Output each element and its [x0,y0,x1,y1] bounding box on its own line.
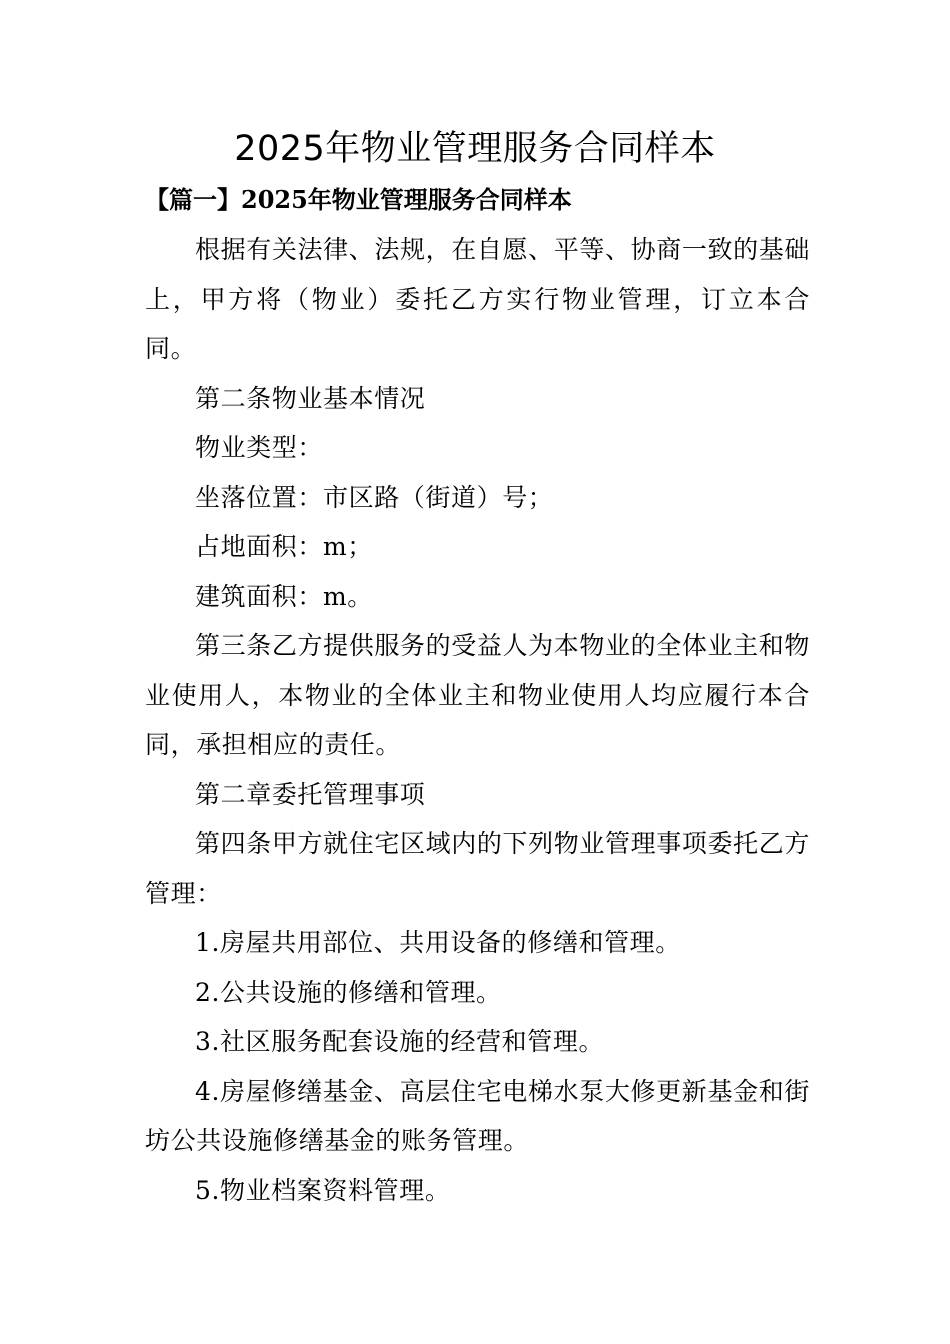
paragraph-article-3: 第三条乙方提供服务的受益人为本物业的全体业主和物业使用人，本物业的全体业主和物业使用人均应履行本合同，承担相应的责任。 [145,631,810,759]
list-item-5: 5.物业档案资料管理。 [195,1175,451,1205]
paragraph-property-type: 物业类型： [195,433,324,462]
paragraph-preamble: 根据有关法律、法规，在自愿、平等、协商一致的基础上，甲方将（物业）委托乙方实行物业管理，订立本合同。 [145,235,810,363]
document-title: 2025年物业管理服务合同样本 [234,129,716,169]
paragraph-chapter-2: 第二章委托管理事项 [195,779,426,809]
paragraph-location: 坐落位置：市区路（街道）号； [195,482,554,512]
document-body [145,225,810,1215]
list-item-3: 3.社区服务配套设施的经营和管理。 [195,1027,605,1056]
paragraph-building-area: 建筑面积：m。 [195,581,373,611]
section-heading: 【篇一】2025年物业管理服务合同样本 [145,185,572,214]
paragraph-article-2: 第二条物业基本情况 [195,383,426,413]
list-item-2: 2.公共设施的修缮和管理。 [195,977,502,1007]
paragraph-article-4: 第四条甲方就住宅区域内的下列物业管理事项委托乙方管理： [145,829,810,908]
list-item-1: 1.房屋共用部位、共用设备的修缮和管理。 [195,928,681,957]
paragraph-land-area: 占地面积：m； [195,532,373,561]
list-item-4: 4.房屋修缮基金、高层住宅电梯水泵大修更新基金和街坊公共设施修缮基金的账务管理。 [145,1076,810,1155]
